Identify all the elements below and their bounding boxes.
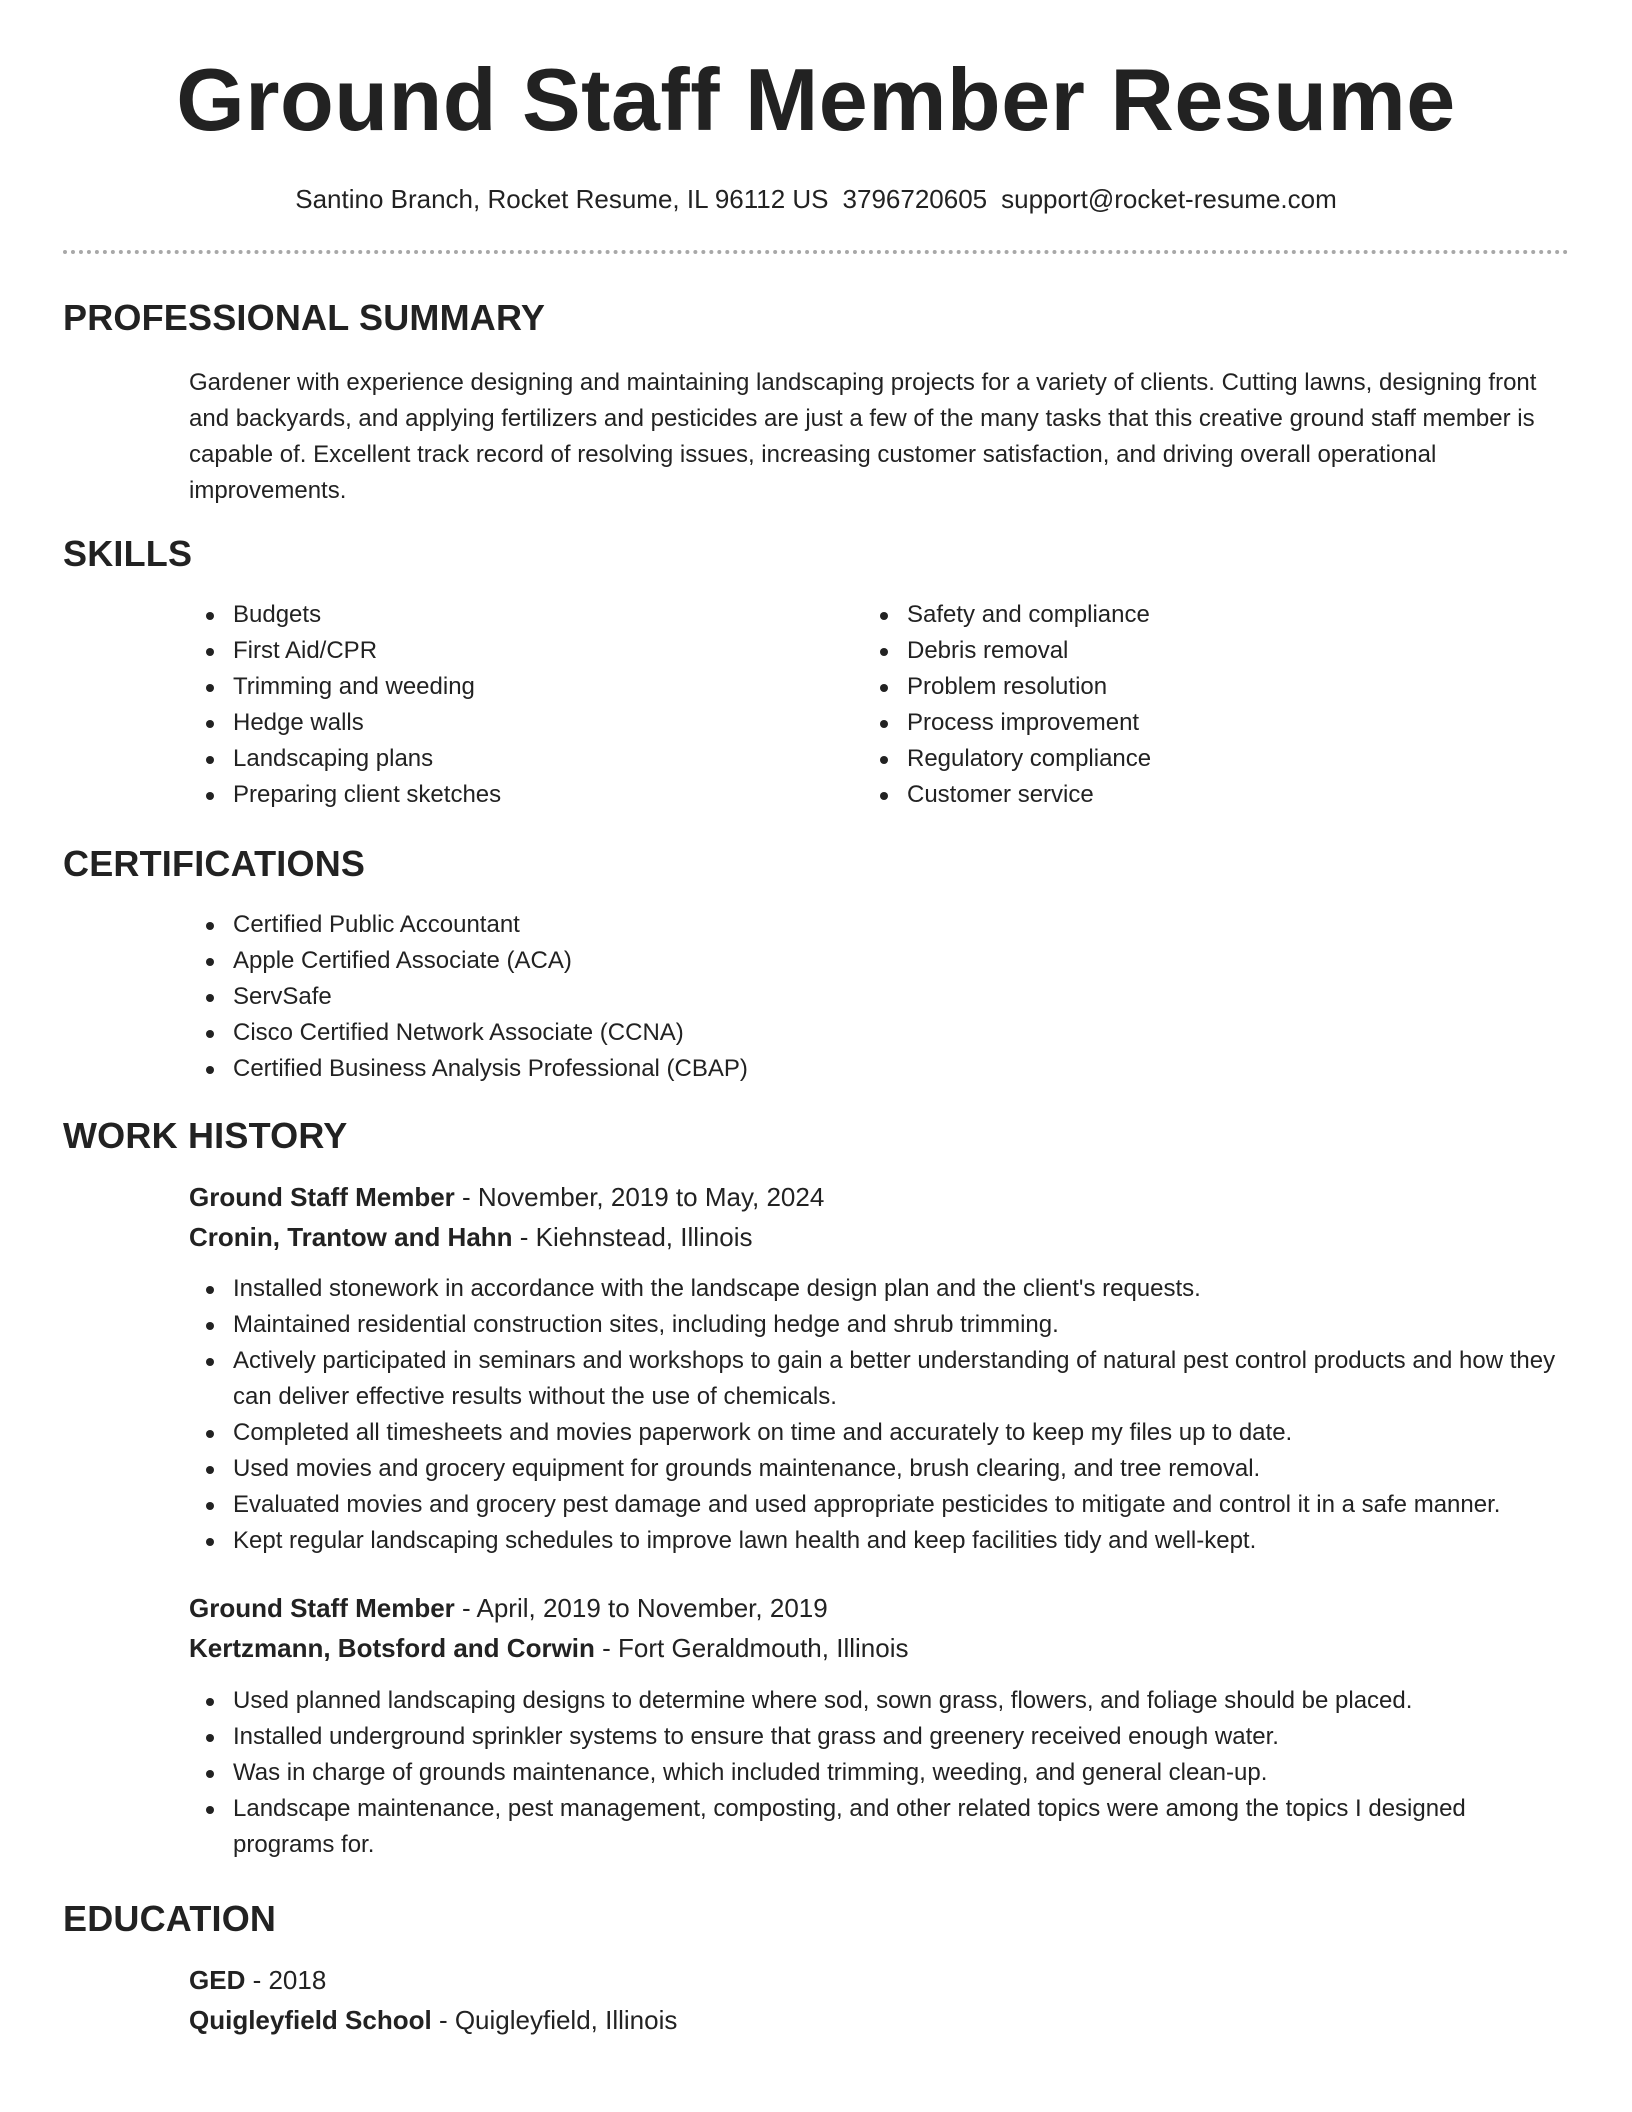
job-dates: - November, 2019 to May, 2024: [462, 1182, 825, 1212]
summary-heading: PROFESSIONAL SUMMARY: [63, 297, 546, 338]
job-company: Cronin, Trantow and Hahn: [189, 1222, 513, 1252]
skills-list-right: [863, 597, 1503, 813]
education-school-line: [189, 2002, 677, 2038]
job-location: - Fort Geraldmouth, Illinois: [602, 1633, 909, 1663]
certification-item: Cisco Certified Network Associate (CCNA): [189, 1015, 1564, 1051]
education-heading: EDUCATION: [63, 1898, 277, 1939]
resume-title: Ground Staff Member Resume: [176, 50, 1456, 149]
skill-item: First Aid/CPR: [189, 633, 829, 669]
skill-item: Preparing client sketches: [189, 777, 829, 813]
job-title: Ground Staff Member: [189, 1593, 455, 1623]
certification-item: Certified Business Analysis Professional (CBAP): [189, 1051, 1564, 1087]
job-location: - Kiehnstead, Illinois: [519, 1222, 753, 1252]
header-divider: [63, 250, 1569, 254]
job-duty: Installed underground sprinkler systems to ensure that grass and greenery received enough water.: [189, 1719, 1529, 1755]
job-duty: Used planned landscaping designs to determine where sod, sown grass, flowers, and foliage should be placed.: [189, 1683, 1529, 1719]
certification-item: ServSafe: [189, 979, 1564, 1015]
certifications-list: [189, 907, 1564, 1087]
skill-item: Regulatory compliance: [863, 741, 1503, 777]
education-year: - 2018: [252, 1965, 327, 1995]
work-history-heading: WORK HISTORY: [63, 1115, 348, 1156]
job-duty: Installed stonework in accordance with the landscape design plan and the client's requests.: [189, 1271, 1574, 1307]
skill-item: Trimming and weeding: [189, 669, 829, 705]
job-company: Kertzmann, Botsford and Corwin: [189, 1633, 595, 1663]
education-school: Quigleyfield School: [189, 2005, 432, 2035]
contact-address: Santino Branch, Rocket Resume, IL 96112 US: [295, 184, 829, 214]
education-degree-line: [189, 1962, 326, 1998]
education-location: - Quigleyfield, Illinois: [438, 2005, 678, 2035]
job-company-line: [189, 1630, 908, 1666]
education-degree: GED: [189, 1965, 246, 1995]
job-duty: Evaluated movies and grocery pest damage and used appropriate pesticides to mitigate and control it in a safe manner.: [189, 1487, 1574, 1523]
job-dates: - April, 2019 to November, 2019: [462, 1593, 828, 1623]
certifications-heading: CERTIFICATIONS: [63, 843, 366, 884]
skill-item: Customer service: [863, 777, 1503, 813]
skill-item: Landscaping plans: [189, 741, 829, 777]
contact-email: support@rocket-resume.com: [1001, 184, 1337, 214]
job-duties-list: [189, 1683, 1529, 1863]
skill-item: Hedge walls: [189, 705, 829, 741]
job-duty: Maintained residential construction sites, including hedge and shrub trimming.: [189, 1307, 1574, 1343]
job-title-line: [189, 1179, 824, 1215]
skills-heading: SKILLS: [63, 533, 193, 574]
job-duty: Was in charge of grounds maintenance, which included trimming, weeding, and general clean-up.: [189, 1755, 1529, 1791]
job-title-line: [189, 1590, 828, 1626]
summary-text: Gardener with experience designing and maintaining landscaping projects for a variety of clients. Cutting lawns, designing front and backyards, and applying fertilizers and pesticides are just a few of the many tasks that this creative ground staff member is capable of. Excellent track record of resolving issues, increasing customer satisfaction, and driving overall operational improvements.: [189, 369, 1537, 504]
job-duty: Actively participated in seminars and workshops to gain a better understanding of natural pest control products and how they can deliver effective results without the use of chemicals.: [189, 1343, 1574, 1415]
job-duty: Used movies and grocery equipment for grounds maintenance, brush clearing, and tree removal.: [189, 1451, 1574, 1487]
skill-item: Safety and compliance: [863, 597, 1503, 633]
job-title: Ground Staff Member: [189, 1182, 455, 1212]
skill-item: Problem resolution: [863, 669, 1503, 705]
contact-phone: 3796720605: [842, 184, 988, 214]
skill-item: Budgets: [189, 597, 829, 633]
job-duty: Completed all timesheets and movies paperwork on time and accurately to keep my files up to date.: [189, 1415, 1574, 1451]
certification-item: Certified Public Accountant: [189, 907, 1564, 943]
contact-info: [0, 181, 1632, 217]
skill-item: Process improvement: [863, 705, 1503, 741]
job-duty: Landscape maintenance, pest management, composting, and other related topics were among the topics I designed programs for.: [189, 1791, 1529, 1863]
skills-list-left: [189, 597, 829, 813]
job-duties-list: [189, 1271, 1574, 1559]
skill-item: Debris removal: [863, 633, 1503, 669]
certification-item: Apple Certified Associate (ACA): [189, 943, 1564, 979]
job-company-line: [189, 1219, 752, 1255]
job-duty: Kept regular landscaping schedules to improve lawn health and keep facilities tidy and well-kept.: [189, 1523, 1574, 1559]
